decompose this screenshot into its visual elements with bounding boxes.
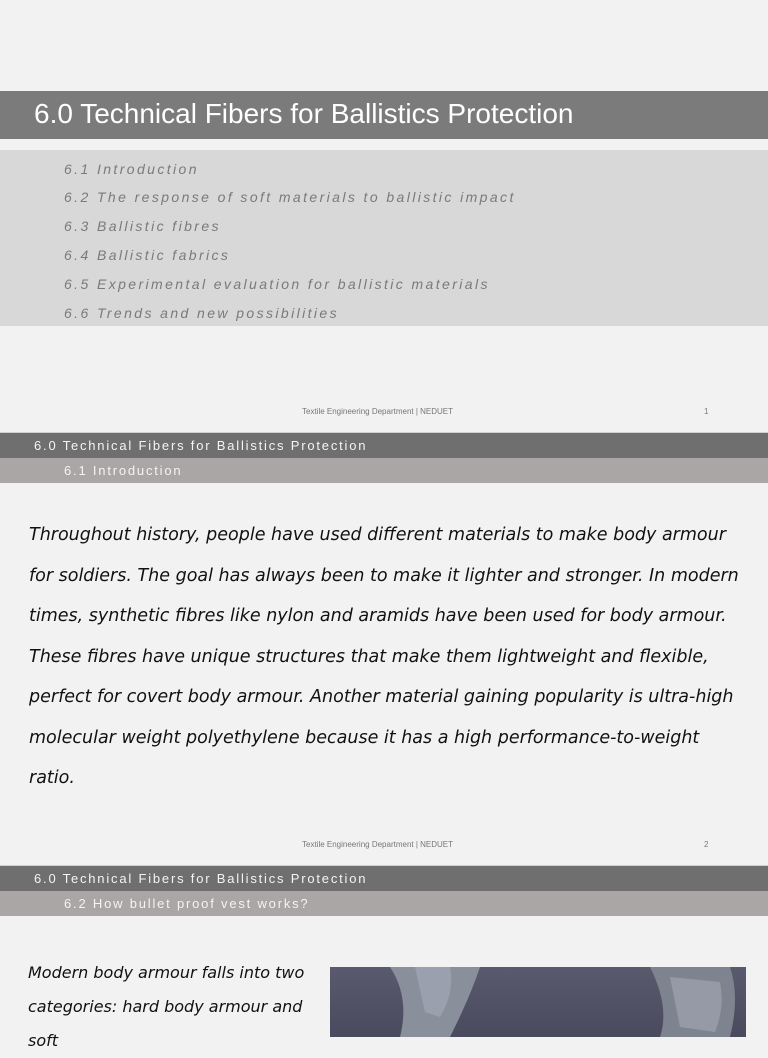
title-bar — [0, 91, 768, 139]
table-of-contents — [0, 150, 768, 326]
toc-item: 6.2 The response of soft materials to ballistic impact — [64, 189, 516, 205]
vest-illustration — [330, 967, 746, 1037]
vest-image — [330, 967, 746, 1037]
subheader-bar — [0, 891, 768, 916]
header-title: 6.0 Technical Fibers for Ballistics Protection — [34, 438, 368, 453]
toc-item: 6.4 Ballistic fabrics — [64, 247, 231, 263]
toc-item: 6.5 Experimental evaluation for ballistic materials — [64, 276, 490, 292]
header-bar — [0, 433, 768, 458]
slide-footer: Textile Engineering Department | NEDUET — [302, 840, 454, 849]
slide-title: 6.0 Technical Fibers for Ballistics Protection — [34, 98, 574, 129]
slide-2 — [0, 433, 768, 865]
paragraph: These fibres have unique structures that make them lightweight and flexible, perfect for covert body armour. Another material gaining popularity is ultra-high molecular weight polyethylene because it has a high performance-to-weight ratio. — [29, 646, 734, 788]
subheader-title: 6.1 Introduction — [64, 463, 183, 478]
slide-footer: Textile Engineering Department | NEDUET — [302, 407, 454, 416]
slide-1 — [0, 0, 768, 432]
page-number: 1 — [704, 407, 709, 416]
subheader-title: 6.2 How bullet proof vest works? — [64, 896, 310, 911]
header-bar — [0, 866, 768, 891]
toc-item: 6.6 Trends and new possibilities — [64, 305, 339, 321]
slide-3 — [0, 866, 768, 1050]
header-title: 6.0 Technical Fibers for Ballistics Protection — [34, 871, 368, 886]
body-text: Modern body armour falls into two categories: hard body armour and soft — [28, 963, 305, 1050]
toc-item: 6.1 Introduction — [64, 161, 199, 177]
subheader-bar — [0, 458, 768, 483]
toc-item: 6.3 Ballistic fibres — [64, 218, 221, 234]
page-number: 2 — [704, 840, 709, 849]
body-text — [29, 515, 749, 799]
paragraph: Throughout history, people have used different materials to make body armour for soldiers. The goal has always been to make it lighter and stronger. In modern times, synthetic fibres like nylon and aramids have been used for body armour. — [29, 525, 739, 626]
